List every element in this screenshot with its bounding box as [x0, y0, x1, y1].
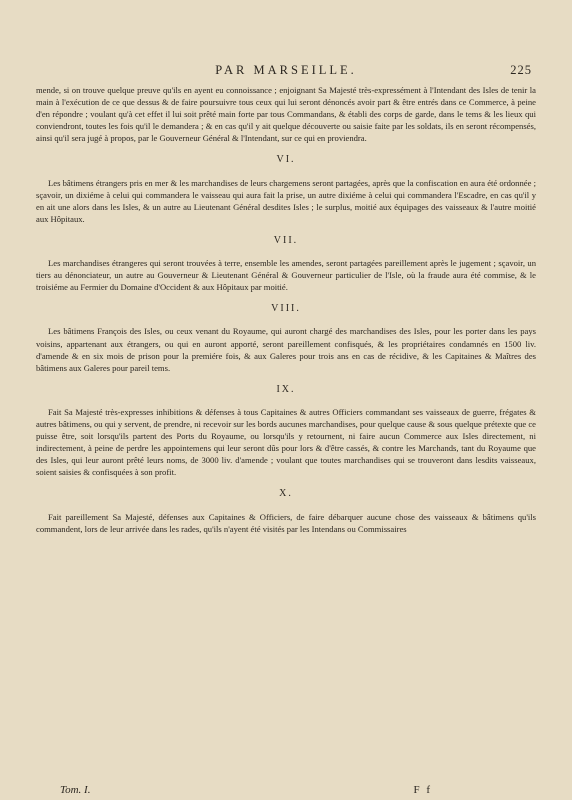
signature-mark: F f [413, 784, 432, 796]
article-heading-ix: IX. [276, 383, 296, 395]
page-number: 225 [510, 63, 532, 77]
article-viii-text: Les bâtimens François des Isles, ou ceux venant du Royaume, qui auront chargé des marchandises des Isles, pour les porter dans les pays voisins, appartenant aux étrangers, ou qui en auront apporté, seront pareillement confisqués, & les propriétaires condamnés en 1500 liv. d'amende & en six mois de prison pour la premiére fois, & aux Galeres pour trois ans en cas de récidive, & les Capitaines & Maîtres des bâtimens aux Galeres pour pareil tems. [36, 326, 536, 373]
page-header [0, 63, 572, 81]
paragraph-continued: mende, si on trouve quelque preuve qu'ils en ayent eu connoissance ; enjoignant Sa Majesté très-expressément à l'Intendant des Isles de tenir la main à l'exécution de ce que dessus & de faire poursuivre tous ceux qui lui seront dénoncés avoir part & être entrés dans ce Commerce, à peine d'en répondre ; voulant qu'à cet effet il lui soit prêté main forte par tous Commandans, & établi des corps de garde, dans le tems & les lieux qui conviendront, toutes les fois qu'il le demandera ; & en cas qu'il y ait quelque découverte ou saisie faite par les soldats, ils en seront récompensés, ainsi qu'il sera jugé à propos, par le Gouverneur Général & l'Intendant, sur ce qui en proviendra. [36, 85, 536, 144]
article-ix-text: Fait Sa Majesté très-expresses inhibitions & défenses à tous Capitaines & autres Officiers commandant ses vaisseaux de guerre, frégates & autres bâtimens, ou qui y servent, de prendre, ni recevoir sur les bords aucunes marchandises, pour quelque cause & sous quelque prétexte que ce puisse être, soit lorsqu'ils partent des Ports du Royaume, ou lorsqu'ils y retournent, ni faire aucun Commerce aux Isles directement, ni indirectement, à peine de perdre les appointemens qui leur seront dûs pour lors & d'être cassés, & contre les Marchands, tant du Royaume que des Isles, qui leur auront prêté leurs noms, de 3000 liv. d'amende ; voulant que toutes marchandises qui se trouveront dans lesdits vaisseaux, soient saisies & confisquées à son profit. [36, 406, 536, 478]
volume-label: Tom. I. [60, 784, 91, 796]
article-vi-text: Les bâtimens étrangers pris en mer & les marchandises de leurs chargemens seront partagées, après que la confiscation en aura été ordonnée ; sçavoir, un dixiéme à celui qui commandera le vaisseau qui aura fait la prise, un autre dixiéme à celui qui commandera l'Escadre, en cas qu'il y en ait une alors dans les Isles, & un autre au Lieutenant Général desdites Isles ; le surplus, moitié aux équipages des vaisseaux & l'autre moitié aux Hôpitaux. [36, 177, 536, 224]
page-footer [60, 784, 432, 798]
article-heading-x: X. [279, 488, 293, 500]
article-x-text: Fait pareillement Sa Majesté, défenses aux Capitaines & Officiers, de faire débarquer aucune chose des vaisseaux & bâtimens qu'ils commandent, lors de leur arrivée dans les rades, qu'ils n'ayent été visités par les Intendans ou Commissaires [36, 511, 536, 534]
page-body [36, 84, 536, 535]
article-vii-text: Les marchandises étrangeres qui seront trouvées à terre, ensemble les amendes, seront partagées pareillement après le jugement ; sçavoir, un tiers au dénonciateur, un autre au Gouverneur & Lieutenant Général & Gouverneur particulier de l'Isle, où la fraude aura été commise, & le troisiéme au Fermier du Domaine d'Occident & aux Hôpitaux par moitié. [36, 258, 536, 293]
article-heading-vii: VII. [273, 234, 299, 246]
running-title: PAR MARSEILLE. [215, 63, 357, 77]
article-heading-vi: VI. [276, 154, 296, 166]
article-heading-viii: VIII. [271, 303, 301, 315]
